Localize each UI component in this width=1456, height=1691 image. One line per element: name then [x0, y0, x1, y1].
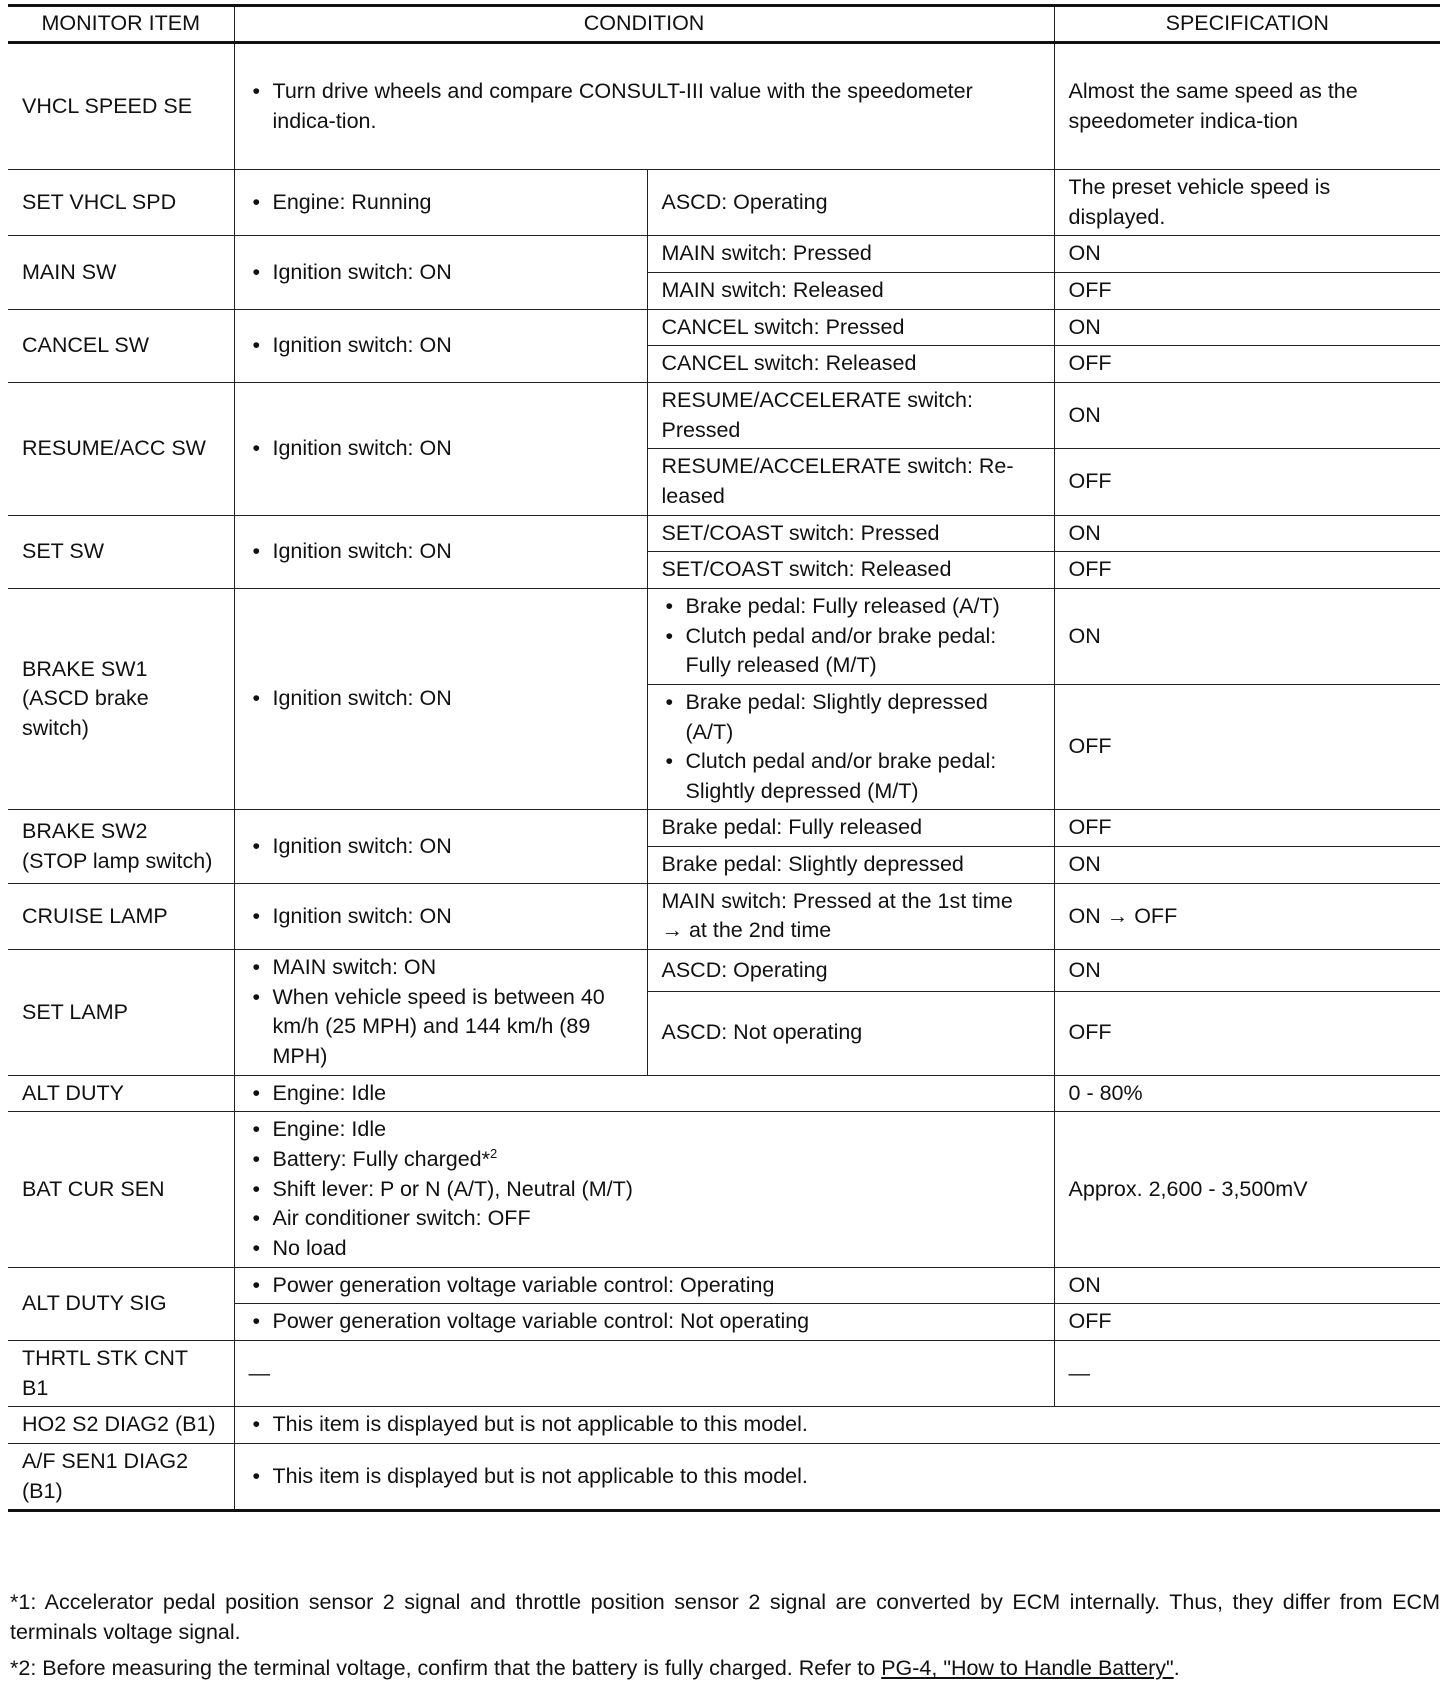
- condition-bullet: • Power generation voltage variable control: Not operating: [249, 1307, 1040, 1337]
- monitor-item-cell: CANCEL SW: [8, 309, 234, 382]
- sub-condition-cell: SET/COAST switch: Released: [647, 552, 1054, 589]
- condition-cell: [234, 1443, 1440, 1510]
- condition-cell: [234, 1304, 1054, 1341]
- spec-cell: OFF: [1054, 552, 1440, 589]
- footnote-2-end: .: [1173, 1656, 1180, 1681]
- table-row: [8, 810, 1440, 847]
- condition-bullet: • Ignition switch: ON: [249, 537, 633, 567]
- sub-condition-cell: ASCD: Not operating: [647, 991, 1054, 1075]
- condition-bullet: • This item is displayed but is not applicable to this model.: [249, 1410, 1427, 1440]
- table-row: [8, 588, 1440, 684]
- condition-cell: [234, 950, 647, 1076]
- table-row: [8, 515, 1440, 552]
- spec-cell: ON: [1054, 847, 1440, 884]
- monitor-item-cell: SET LAMP: [8, 950, 234, 1076]
- footnote-1: *1: Accelerator pedal position sensor 2 signal and throttle position sensor 2 signal are converted by ECM internally. Thus, they differ from ECM terminals voltage signal.: [10, 1590, 1440, 1644]
- table-row: [8, 309, 1440, 346]
- sub-condition-cell: CANCEL switch: Released: [647, 346, 1054, 383]
- monitor-item-cell: RESUME/ACC SW: [8, 382, 234, 515]
- condition-bullet: • Shift lever: P or N (A/T), Neutral (M/T): [249, 1175, 1040, 1205]
- sub-condition-cell: ASCD: Operating: [647, 170, 1054, 236]
- spec-cell: OFF: [1054, 346, 1440, 383]
- table-row: [8, 883, 1440, 949]
- condition-bullet: • Brake pedal: Slightly depressed (A/T): [662, 688, 1040, 747]
- table-row: [8, 1443, 1440, 1510]
- spec-cell: —: [1054, 1340, 1440, 1406]
- table-row: [8, 236, 1440, 273]
- monitor-item-line: A/F SEN1 DIAG2: [22, 1448, 189, 1473]
- spec-cell: 0 - 80%: [1054, 1075, 1440, 1112]
- condition-bullet: [249, 1145, 1040, 1175]
- table-row: [8, 1407, 1440, 1444]
- condition-cell: [234, 236, 647, 309]
- table-row: [8, 1075, 1440, 1112]
- spec-cell: OFF: [1054, 449, 1440, 515]
- condition-bullet: • Engine: Idle: [249, 1115, 1040, 1145]
- spec-cell: Approx. 2,600 - 3,500mV: [1054, 1112, 1440, 1267]
- monitor-item-cell: SET SW: [8, 515, 234, 588]
- monitor-item-cell: BAT CUR SEN: [8, 1112, 234, 1267]
- condition-cell: [234, 1407, 1440, 1444]
- spec-cell: The preset vehicle speed is displayed.: [1054, 170, 1440, 236]
- spec-cell: OFF: [1054, 991, 1440, 1075]
- condition-cell: [234, 170, 647, 236]
- condition-bullet: • Power generation voltage variable control: Operating: [249, 1271, 1040, 1301]
- condition-cell: [234, 43, 1054, 170]
- header-monitor-item: MONITOR ITEM: [8, 6, 234, 43]
- spec-cell: ON: [1054, 1267, 1440, 1304]
- sub-condition-cell: CANCEL switch: Pressed: [647, 309, 1054, 346]
- condition-cell: [234, 1075, 1054, 1112]
- spec-cell: ON: [1054, 309, 1440, 346]
- monitor-item-table: [8, 4, 1440, 1512]
- condition-bullet: • Engine: Running: [249, 188, 633, 218]
- sub-condition-cell: [647, 588, 1054, 684]
- monitor-item-line: (B1): [22, 1478, 63, 1503]
- table-row: [8, 1267, 1440, 1304]
- condition-bullet: • Engine: Idle: [249, 1079, 1040, 1109]
- spec-cell: ON: [1054, 588, 1440, 684]
- footnote-2-text: *2: Before measuring the terminal voltage, confirm that the battery is fully charged. Refer to: [10, 1656, 882, 1681]
- spec-cell: OFF: [1054, 1304, 1440, 1341]
- table-row: [8, 43, 1440, 170]
- condition-bullet: • Clutch pedal and/or brake pedal: Fully released (M/T): [662, 622, 1040, 681]
- condition-cell: [234, 382, 647, 515]
- table-header-row: [8, 6, 1440, 43]
- header-condition: CONDITION: [234, 6, 1054, 43]
- monitor-item-line: BRAKE SW1: [22, 656, 148, 681]
- condition-cell: [234, 588, 647, 810]
- monitor-item-cell: MAIN SW: [8, 236, 234, 309]
- sub-condition-cell: MAIN switch: Released: [647, 272, 1054, 309]
- condition-text: Battery: Fully charged*: [272, 1147, 490, 1172]
- condition-cell: —: [234, 1340, 1054, 1406]
- condition-bullet: • This item is displayed but is not applicable to this model.: [249, 1462, 1427, 1492]
- condition-bullet: • Clutch pedal and/or brake pedal: Slightly depressed (M/T): [662, 747, 1040, 806]
- table-row: [8, 382, 1440, 448]
- monitor-item-cell: HO2 S2 DIAG2 (B1): [8, 1407, 234, 1444]
- condition-bullet: • Ignition switch: ON: [249, 902, 633, 932]
- monitor-item-cell: SET VHCL SPD: [8, 170, 234, 236]
- monitor-item-line: (STOP lamp switch): [22, 848, 213, 873]
- monitor-item-cell: ALT DUTY SIG: [8, 1267, 234, 1340]
- footnote-2: [10, 1654, 1440, 1684]
- monitor-item-cell: [8, 810, 234, 883]
- monitor-item-line: (ASCD brake switch): [22, 686, 149, 740]
- sub-condition-cell: SET/COAST switch: Pressed: [647, 515, 1054, 552]
- condition-cell: [234, 309, 647, 382]
- condition-bullet: • Ignition switch: ON: [249, 258, 633, 288]
- sub-condition-cell: ASCD: Operating: [647, 950, 1054, 992]
- spec-cell: Almost the same speed as the speedometer indica-tion: [1054, 43, 1440, 170]
- spec-cell: ON → OFF: [1054, 883, 1440, 949]
- condition-bullet: • No load: [249, 1234, 1040, 1264]
- spec-cell: OFF: [1054, 272, 1440, 309]
- table-row: [8, 170, 1440, 236]
- condition-bullet: • Air conditioner switch: OFF: [249, 1204, 1040, 1234]
- spec-cell: ON: [1054, 382, 1440, 448]
- spec-cell: ON: [1054, 515, 1440, 552]
- sub-condition-cell: RESUME/ACCELERATE switch: Pressed: [647, 382, 1054, 448]
- table-row: [8, 1112, 1440, 1267]
- sub-condition-cell: MAIN switch: Pressed: [647, 236, 1054, 273]
- spec-cell: OFF: [1054, 810, 1440, 847]
- spec-cell: OFF: [1054, 684, 1440, 810]
- condition-cell: [234, 883, 647, 949]
- footnote-marker: 2: [490, 1146, 498, 1162]
- spec-cell: ON: [1054, 236, 1440, 273]
- battery-reference-link[interactable]: PG-4, "How to Handle Battery": [881, 1656, 1174, 1681]
- sub-condition-cell: Brake pedal: Fully released: [647, 810, 1054, 847]
- monitor-item-cell: [8, 1443, 234, 1510]
- spec-cell: ON: [1054, 950, 1440, 992]
- condition-cell: [234, 810, 647, 883]
- table-row: [8, 950, 1440, 992]
- condition-cell: [234, 1267, 1054, 1304]
- condition-bullet: • Ignition switch: ON: [249, 832, 633, 862]
- condition-bullet: • MAIN switch: ON: [249, 953, 633, 983]
- condition-bullet: • Ignition switch: ON: [249, 684, 633, 714]
- footnotes: [10, 1588, 1440, 1691]
- monitor-item-cell: CRUISE LAMP: [8, 883, 234, 949]
- monitor-item-cell: THRTL STK CNT B1: [8, 1340, 234, 1406]
- condition-bullet: • When vehicle speed is between 40 km/h (25 MPH) and 144 km/h (89 MPH): [249, 983, 633, 1072]
- monitor-item-cell: ALT DUTY: [8, 1075, 234, 1112]
- monitor-item-cell: VHCL SPEED SE: [8, 43, 234, 170]
- monitor-item-line: BRAKE SW2: [22, 818, 148, 843]
- condition-bullet: • Ignition switch: ON: [249, 331, 633, 361]
- header-specification: SPECIFICATION: [1054, 6, 1440, 43]
- condition-cell: [234, 1112, 1054, 1267]
- condition-bullet: • Ignition switch: ON: [249, 434, 633, 464]
- condition-cell: [234, 515, 647, 588]
- sub-condition-cell: RESUME/ACCELERATE switch: Re-leased: [647, 449, 1054, 515]
- sub-condition-cell: [647, 684, 1054, 810]
- table-row: [8, 1340, 1440, 1406]
- condition-bullet: • Brake pedal: Fully released (A/T): [662, 592, 1040, 622]
- condition-bullet: • Turn drive wheels and compare CONSULT-III value with the speedometer indica-tion.: [249, 77, 1040, 136]
- monitor-item-cell: [8, 588, 234, 810]
- sub-condition-cell: MAIN switch: Pressed at the 1st time → at the 2nd time: [647, 883, 1054, 949]
- sub-condition-cell: Brake pedal: Slightly depressed: [647, 847, 1054, 884]
